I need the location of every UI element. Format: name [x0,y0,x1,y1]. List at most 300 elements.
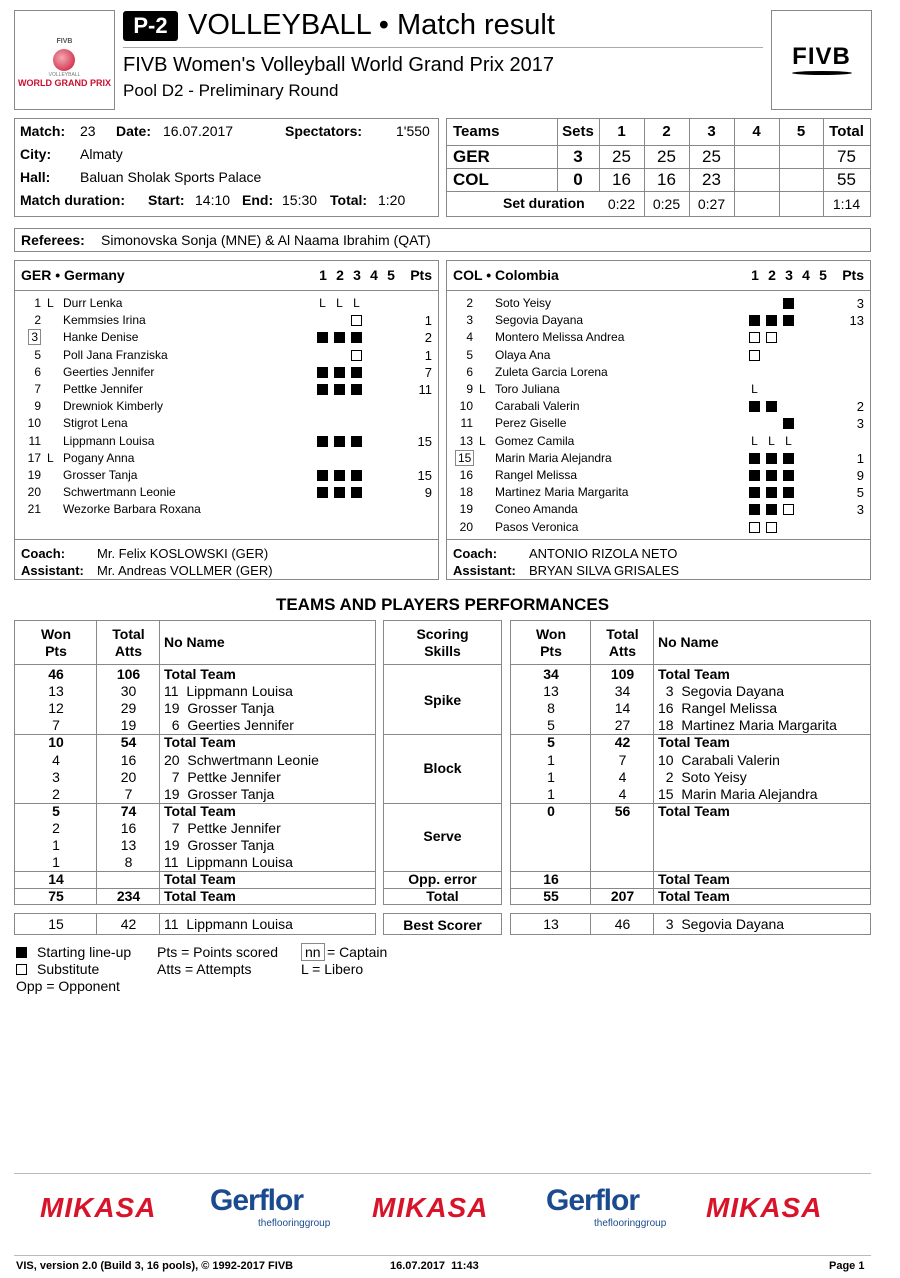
starting-lineup-icon [766,504,777,515]
won-pts-cell: 7 [52,717,60,734]
player-name: Martinez Maria Margarita [495,485,629,500]
substitute-icon [749,332,760,343]
player-number-wrap [23,313,41,327]
skill-name: Serve [423,828,462,845]
player-points: 9 [424,485,432,501]
libero-mark: L [47,450,54,465]
substitute-icon [351,315,362,326]
starting-lineup-icon [749,470,760,481]
total-atts-cell: 13 [120,837,137,853]
col-pts-header: Pts [540,643,562,659]
player-name: Soto Yeisy [495,296,552,310]
pts-header: Pts [410,267,432,283]
substitute-icon [766,522,777,533]
best-scorer-label: Best Scorer [403,917,482,933]
starting-lineup-icon [334,487,345,498]
total-atts-cell: 234 [116,888,141,905]
starting-lineup-icon [317,487,328,498]
logo-left-main: WORLD GRAND PRIX [18,78,111,88]
referees-label: Referees: [21,232,85,248]
coach-label: Coach: [453,546,498,561]
player-number: 2 [34,313,41,328]
player-points: 5 [856,485,864,501]
won-pts-cell: 13 [48,683,64,700]
won-pts-cell: 0 [547,802,555,819]
score-grid-line [734,191,735,216]
starting-lineup-icon [766,453,777,464]
set-duration-cell: 0:22 [607,196,636,212]
substitute-icon [749,522,760,533]
set-duration-cell: 1:14 [832,196,861,212]
libero-set-mark: L [336,296,343,310]
perf-col-block [510,620,871,905]
total-atts-cell: 19 [120,717,137,734]
total-atts-cell: 109 [610,666,635,682]
player-name-cell: 19 Grosser Tanja [164,700,275,717]
starting-lineup-icon [16,947,27,958]
score-header-cell: Total [829,123,864,140]
score-cell: GER [453,147,490,166]
sponsor-gerflor-1: Gerflor [210,1184,304,1217]
starting-lineup-icon [334,384,345,395]
player-name: Gomez Camila [495,433,575,448]
won-pts-cell: 10 [48,734,64,751]
score-header-cell: 4 [752,123,761,140]
player-number: 3 [466,313,473,328]
performance-title: TEAMS AND PLAYERS PERFORMANCES [275,595,610,614]
perf-header-rule [511,664,870,665]
won-pts-cell: 1 [547,751,555,768]
starting-lineup-icon [317,470,328,481]
score-grid-line [447,191,870,192]
start-label: Start: [148,192,185,208]
volleyball-logo-icon [53,49,75,71]
starting-lineup-icon [749,315,760,326]
player-number: 21 [27,502,41,517]
section-rule [384,803,501,804]
set-header: 4 [802,267,810,283]
total-atts-cell: 20 [120,768,137,785]
won-pts-cell: 55 [543,888,559,905]
player-name-cell: Total Team [164,888,236,905]
player-points: 1 [424,347,432,363]
player-number: 9 [466,382,473,396]
player-name: Durr Lenka [63,296,123,310]
player-number: 6 [466,364,473,379]
starting-lineup-icon [783,315,794,326]
player-name: Toro Juliana [495,382,560,396]
total-atts-cell: 30 [120,683,137,700]
fivb-logo-swoosh-icon [792,71,852,75]
starting-lineup-icon [317,436,328,447]
skill-name: Spike [423,691,462,708]
best-scorer-col [510,913,871,935]
starting-lineup-icon [351,470,362,481]
player-number-wrap [455,416,473,430]
starting-lineup-icon [783,487,794,498]
won-pts-cell: 5 [52,802,60,819]
score-cell: 16 [657,170,676,189]
referees-names: Simonovska Sonja (MNE) & Al Naama Ibrahim (QAT) [101,232,431,248]
assistant-name: Mr. Andreas VOLLMER (GER) [97,563,273,578]
total-label: Total: [330,192,368,208]
player-number: 20 [459,519,473,534]
player-name-cell: 18 Martinez Maria Margarita [658,717,837,734]
perf-header-rule [15,664,375,665]
set-duration-cell: 0:25 [652,196,681,212]
end-label: End: [242,192,274,208]
legend-atts: Atts = Attempts [157,961,252,977]
libero-mark: L [479,382,486,396]
set-duration-label: Set duration [503,195,585,211]
player-number: 2 [466,296,473,310]
captain-number: 3 [28,329,41,345]
starting-lineup-icon [766,470,777,481]
col-atts-header: Atts [114,643,143,659]
player-name-cell: 11 Lippmann Louisa [164,854,293,871]
total-atts-cell: 8 [124,854,133,871]
coach-name: Mr. Felix KOSLOWSKI (GER) [97,546,269,561]
player-points: 3 [856,502,864,518]
player-name-cell: 2 Soto Yeisy [658,768,747,785]
col-skills-header: Skills [424,643,461,659]
doc-title: VOLLEYBALL • Match result [188,9,555,41]
substitute-icon [351,350,362,361]
player-name-cell: Total Team [658,734,730,751]
spectators-label: Spectators: [285,123,363,139]
libero-set-mark: L [751,433,758,448]
libero-mark: L [47,296,54,310]
player-number-wrap [455,434,473,448]
set-header: 2 [768,267,776,283]
section-rule [384,734,501,735]
skill-name: Block [423,760,462,777]
player-name: Rangel Melissa [495,468,578,482]
total-atts-cell: 42 [614,734,631,751]
score-grid-line [447,145,870,146]
score-cell: COL [453,170,489,189]
sponsor-mikasa-2: MIKASA [372,1192,489,1223]
won-pts-cell: 12 [48,700,64,717]
player-name: Poll Jana Franziska [63,347,168,362]
won-pts-cell: 15 [48,916,64,932]
score-cell: 3 [573,147,583,166]
city-label: City: [20,146,52,162]
score-cell: 75 [837,147,856,166]
hall-name: Baluan Sholak Sports Palace [80,169,262,185]
won-pts-cell: 46 [48,666,64,682]
sponsor-gerflor-2-sub: theflooringgroup [594,1218,667,1229]
starting-lineup-icon [766,401,777,412]
set-header: 5 [819,267,827,283]
substitute-icon [749,350,760,361]
footer-version: VIS, version 2.0 (Build 3, 16 pools), © 1992-2017 FIVB [16,1260,294,1272]
total-atts-cell: 46 [614,916,631,932]
player-name: Grosser Tanja [63,468,138,482]
set-header: 3 [785,267,793,283]
title-rule [123,47,763,48]
won-pts-cell: 1 [547,768,555,785]
score-header-cell: Sets [562,123,594,140]
player-number: 16 [459,468,473,482]
starting-lineup-icon [351,367,362,378]
player-number: 5 [466,347,473,362]
substitute-icon [766,332,777,343]
starting-lineup-icon [334,332,345,343]
total-atts-cell: 7 [618,751,627,768]
score-cell: 23 [702,170,721,189]
libero-set-mark: L [768,433,775,448]
player-name: Olaya Ana [495,347,551,362]
sponsor-mikasa-1: MIKASA [40,1192,157,1223]
set-header: 5 [387,267,395,283]
player-points: 2 [424,330,432,346]
perf-header-rule [384,664,501,665]
assistant-name: BRYAN SILVA GRISALES [529,563,680,578]
total-atts-cell: 42 [120,916,137,932]
legend-captain: = Captain [327,944,388,960]
player-number-wrap [455,520,473,534]
hall-label: Hall: [20,169,51,185]
player-number-wrap [455,296,473,310]
player-name: Carabali Valerin [495,399,580,414]
start-time: 14:10 [195,192,231,208]
score-header-cell: 3 [707,123,716,140]
player-number: 6 [34,364,41,379]
score-grid-line [779,191,780,216]
player-name-cell: 11 Lippmann Louisa [164,683,293,700]
libero-set-mark: L [319,296,326,310]
col-pts-header: Pts [45,643,67,659]
footer-page: Page 1 [829,1260,865,1272]
score-grid-line [447,168,870,169]
player-name-cell: 20 Schwertmann Leonie [164,751,319,768]
starting-lineup-icon [783,298,794,309]
player-points: 11 [418,382,432,397]
player-points: 15 [417,433,432,449]
date-label: Date: [116,123,152,139]
won-pts-cell: 13 [543,683,559,700]
team-col-roster [446,260,871,580]
starting-lineup-icon [749,487,760,498]
libero-mark: L [479,433,486,448]
skill-name: Opp. error [408,871,477,888]
sponsor-mikasa-3: MIKASA [706,1192,823,1223]
won-pts-cell: 1 [52,854,60,871]
total-atts-cell: 16 [120,751,137,768]
round-name: Pool D2 - Preliminary Round [123,81,339,100]
won-pts-cell: 1 [52,837,60,853]
col-total-header: Total [112,626,145,642]
legend-pts: Pts = Points scored [157,944,279,960]
sponsor-gerflor-1-sub: theflooringgroup [258,1218,331,1229]
perf-skills-block [383,620,502,905]
col-skills-header: Scoring [416,626,469,642]
legend-libero: L = Libero [301,961,364,977]
player-number-wrap [23,468,41,482]
player-number: 9 [34,399,41,414]
player-name: Lippmann Louisa [63,433,155,448]
player-number-wrap [23,330,41,344]
starting-lineup-icon [351,487,362,498]
col-name-header: No Name [164,634,225,650]
player-name: Marin Maria Alejandra [495,450,612,465]
player-number: 10 [459,399,473,414]
player-number: 17 [27,450,41,465]
total-atts-cell: 34 [614,683,631,700]
starting-lineup-icon [351,436,362,447]
coach-label: Coach: [21,546,66,561]
starting-lineup-icon [766,315,777,326]
starting-lineup-icon [783,470,794,481]
player-name: Perez Giselle [495,416,567,431]
team-title: GER • Germany [21,267,125,283]
sponsor-banner [14,1173,871,1256]
team-title: COL • Colombia [453,267,559,283]
referees-box [14,228,871,252]
player-number-wrap [23,399,41,413]
starting-lineup-icon [783,453,794,464]
score-header-cell: 2 [662,123,671,140]
won-pts-cell: 2 [52,785,60,802]
duration-label: Match duration: [20,192,125,208]
legend-opp: Opp = Opponent [16,978,120,994]
won-pts-cell: 3 [52,768,60,785]
perf-ger-block [14,620,376,905]
col-won-header: Won [40,626,72,642]
player-name-cell: 3 Segovia Dayana [658,683,785,700]
total-atts-cell: 207 [610,888,635,905]
player-name-cell: 3 Segovia Dayana [658,916,785,932]
player-number-wrap [455,468,473,482]
score-cell: 25 [702,147,721,166]
header-rule [447,290,870,291]
player-name: Schwertmann Leonie [63,485,176,500]
col-total-header: Total [606,626,639,642]
player-number: 10 [27,416,41,431]
match-label: Match: [20,123,66,139]
player-number-wrap [23,296,41,310]
total-atts-cell: 54 [120,734,137,751]
match-number: 23 [80,123,96,139]
libero-set-mark: L [785,433,792,448]
player-name-cell: Total Team [658,871,730,888]
player-number: 7 [34,382,41,396]
player-points: 15 [417,468,432,483]
player-name-cell: 19 Grosser Tanja [164,837,275,853]
logo-left-top: FIVB [56,38,73,45]
libero-set-mark: L [353,296,360,310]
total-atts-cell: 14 [614,700,631,717]
player-number: 1 [34,296,41,310]
starting-lineup-icon [334,470,345,481]
assistant-label: Assistant: [21,563,84,578]
player-number-wrap [455,399,473,413]
player-name: Coneo Amanda [495,502,578,517]
player-name-cell: Total Team [658,888,730,905]
score-cell: 55 [837,170,856,189]
spectators-count: 1'550 [396,123,430,139]
player-name-cell: Total Team [164,802,236,819]
col-name-header: No Name [658,634,719,650]
player-number-wrap [455,502,473,516]
player-name-cell: Total Team [658,666,730,682]
fivb-logo: FIVB [792,43,851,70]
coach-name: ANTONIO RIZOLA NETO [529,546,678,561]
starting-lineup-icon [766,487,777,498]
captain-number: 15 [455,450,474,466]
coach-rule [447,539,870,540]
player-number-wrap [455,330,473,344]
logo-left-sub: VOLLEYBALL [48,72,81,78]
footer-datetime: 16.07.2017 11:43 [390,1260,479,1272]
best-scorer-ger [14,913,376,935]
total-atts-cell: 74 [120,802,137,819]
player-name: Wezorke Barbara Roxana [63,502,201,517]
won-pts-cell: 4 [52,751,60,768]
competition-name: FIVB Women's Volleyball World Grand Prix 2017 [123,54,555,76]
starting-lineup-icon [317,384,328,395]
player-name-cell: 7 Pettke Jennifer [164,768,281,785]
starting-lineup-icon [749,504,760,515]
won-pts-cell: 13 [543,916,559,932]
set-header: 3 [353,267,361,283]
player-number-wrap [455,485,473,499]
player-number: 19 [459,502,473,517]
player-name-cell: 19 Grosser Tanja [164,785,275,802]
assistant-label: Assistant: [453,563,516,578]
won-pts-cell: 8 [547,700,555,717]
score-table [446,118,871,217]
player-name-cell: Total Team [658,802,730,819]
won-pts-cell: 5 [547,734,555,751]
player-number-wrap [23,485,41,499]
player-name-cell: 6 Geerties Jennifer [164,717,294,734]
total-atts-cell: 4 [618,785,627,802]
total-atts-cell: 106 [116,666,141,682]
player-points: 7 [424,364,432,380]
total-atts-cell: 56 [614,802,631,819]
player-number-wrap [23,451,41,465]
total-atts-cell: 7 [124,785,133,802]
pts-header: Pts [842,267,864,283]
total-atts-cell: 16 [120,819,137,836]
player-name: Geerties Jennifer [63,364,155,379]
libero-set-mark: L [751,382,758,396]
doc-code-badge: P-2 [123,11,178,41]
skill-name: Total [426,888,459,905]
player-number-wrap [23,434,41,448]
col-atts-header: Atts [608,643,637,659]
player-name-cell: 10 Carabali Valerin [658,751,780,768]
fivb-logo-box [771,10,872,110]
starting-lineup-icon [317,332,328,343]
player-number-wrap [455,451,473,465]
starting-lineup-icon [334,436,345,447]
player-name-cell: 16 Rangel Melissa [658,700,778,717]
player-number-wrap [23,416,41,430]
player-number-wrap [23,348,41,362]
player-number-wrap [455,365,473,379]
won-pts-cell: 16 [543,871,559,888]
player-points: 3 [856,296,864,311]
fivb-wgp-logo-box [14,10,115,110]
player-number-wrap [455,348,473,362]
player-name: Segovia Dayana [495,313,584,328]
player-number: 5 [34,347,41,362]
player-name: Drewniok Kimberly [63,399,164,414]
set-duration-cell: 0:27 [697,196,726,212]
